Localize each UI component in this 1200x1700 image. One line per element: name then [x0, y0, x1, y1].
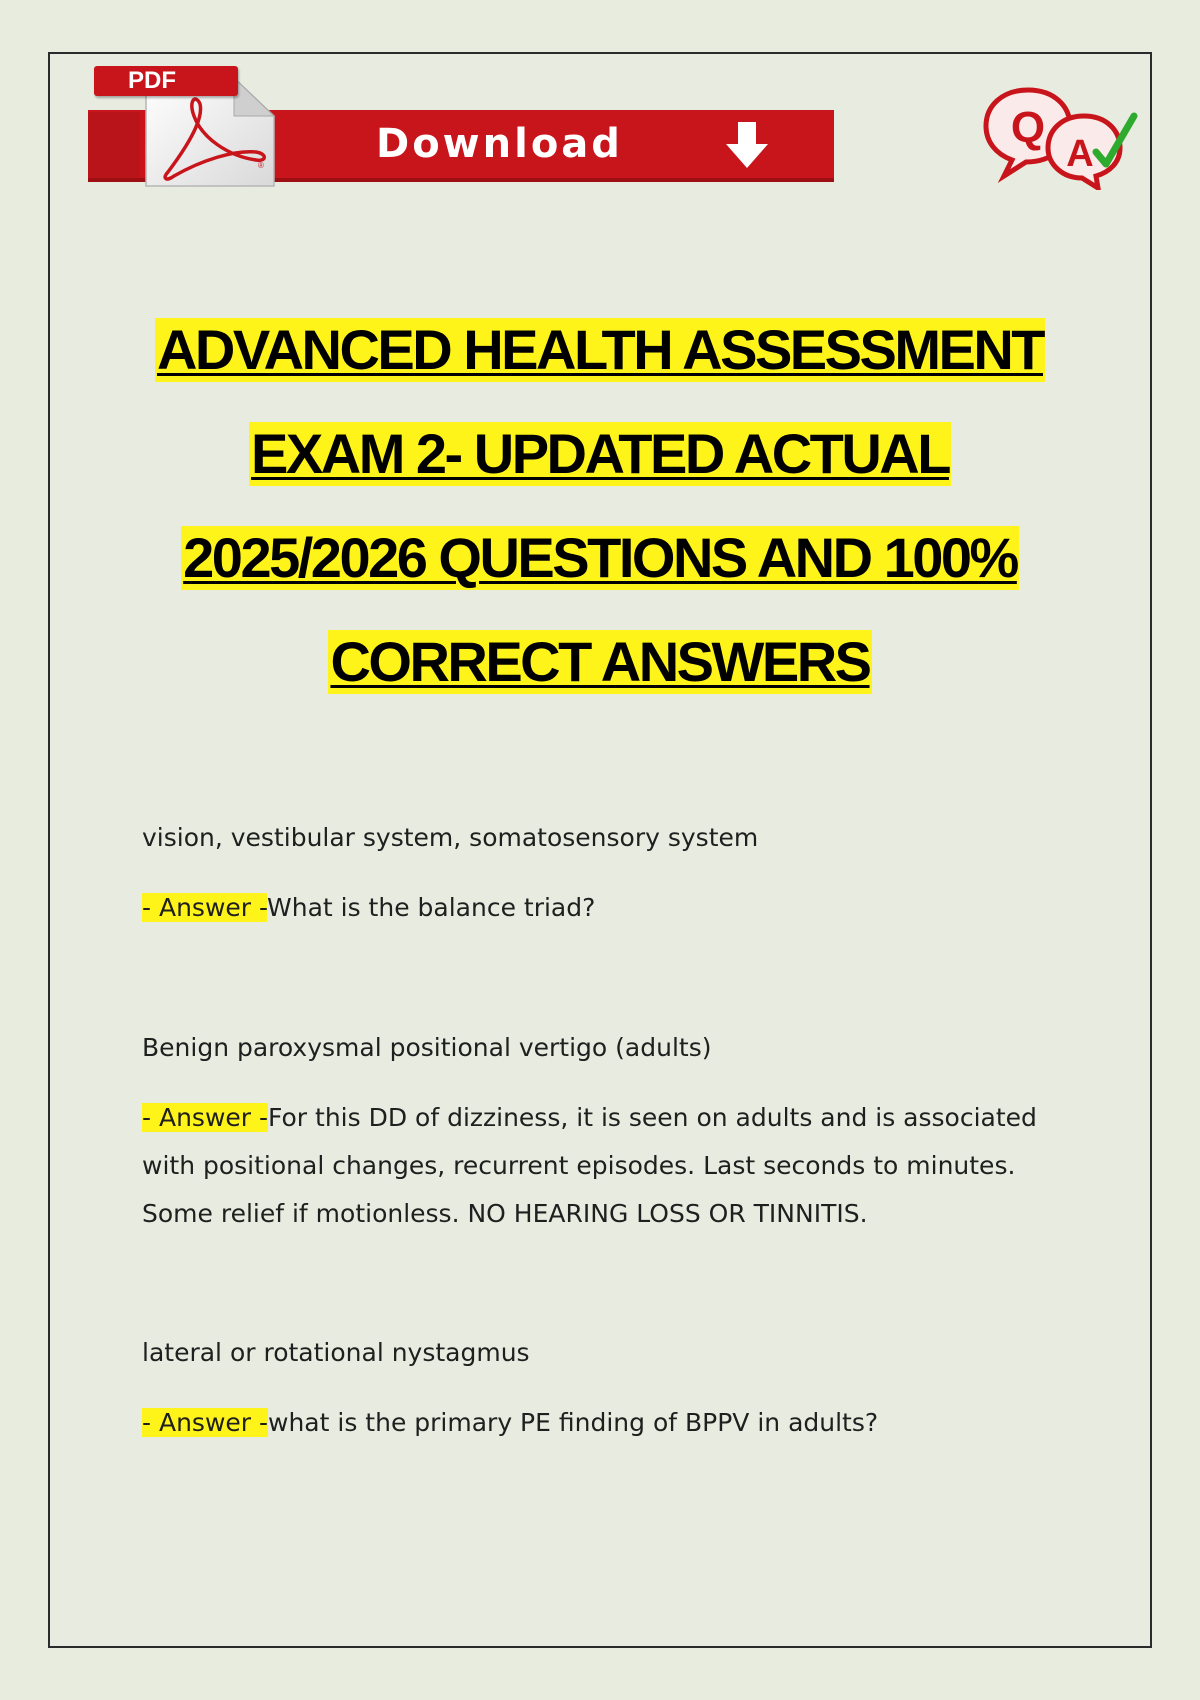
logo-a-letter: A [1066, 133, 1094, 175]
down-arrow-icon[interactable] [718, 118, 778, 172]
answer-text: What is the balance triad? [267, 893, 596, 922]
pdf-tag: PDF [94, 66, 238, 96]
answer-tag: - Answer - [142, 1408, 269, 1437]
title-line-3: 2025/2026 QUESTIONS AND 100% [183, 526, 1017, 589]
qa-check-logo [980, 80, 1140, 190]
qa-term: lateral or rotational nystagmus [142, 1338, 530, 1367]
qa-term: vision, vestibular system, somatosensory system [142, 823, 759, 852]
download-banner[interactable] [88, 64, 838, 192]
title-line-2: EXAM 2- UPDATED ACTUAL [251, 422, 949, 485]
qa-item-1 [142, 814, 1082, 932]
qa-term: Benign paroxysmal positional vertigo (adults) [142, 1033, 712, 1062]
answer-tag: - Answer - [142, 1103, 269, 1132]
title-line-4: CORRECT ANSWERS [330, 630, 870, 693]
download-label[interactable]: Download [376, 121, 623, 167]
qa-answer [142, 1399, 1082, 1447]
answer-text: what is the primary PE finding of BPPV in adults? [268, 1408, 879, 1437]
svg-text:®: ® [258, 161, 264, 170]
document-title [100, 318, 1100, 734]
answer-tag: - Answer - [142, 893, 267, 922]
answer-text: For this DD of dizziness, it is seen on adults and is associated with positional changes, recurrent episodes. Last seconds to minutes. Some relief if motionless. NO HEARING LOSS OR TINNITIS. [142, 1103, 1037, 1228]
qa-item-2 [142, 1024, 1082, 1238]
title-line-1: ADVANCED HEALTH ASSESSMENT [156, 318, 1043, 381]
qa-answer [142, 1094, 1082, 1238]
logo-q-letter: Q [1010, 103, 1046, 152]
qa-item-3 [142, 1329, 1082, 1447]
qa-answer [142, 884, 1082, 932]
banner-left-bar [88, 112, 140, 178]
